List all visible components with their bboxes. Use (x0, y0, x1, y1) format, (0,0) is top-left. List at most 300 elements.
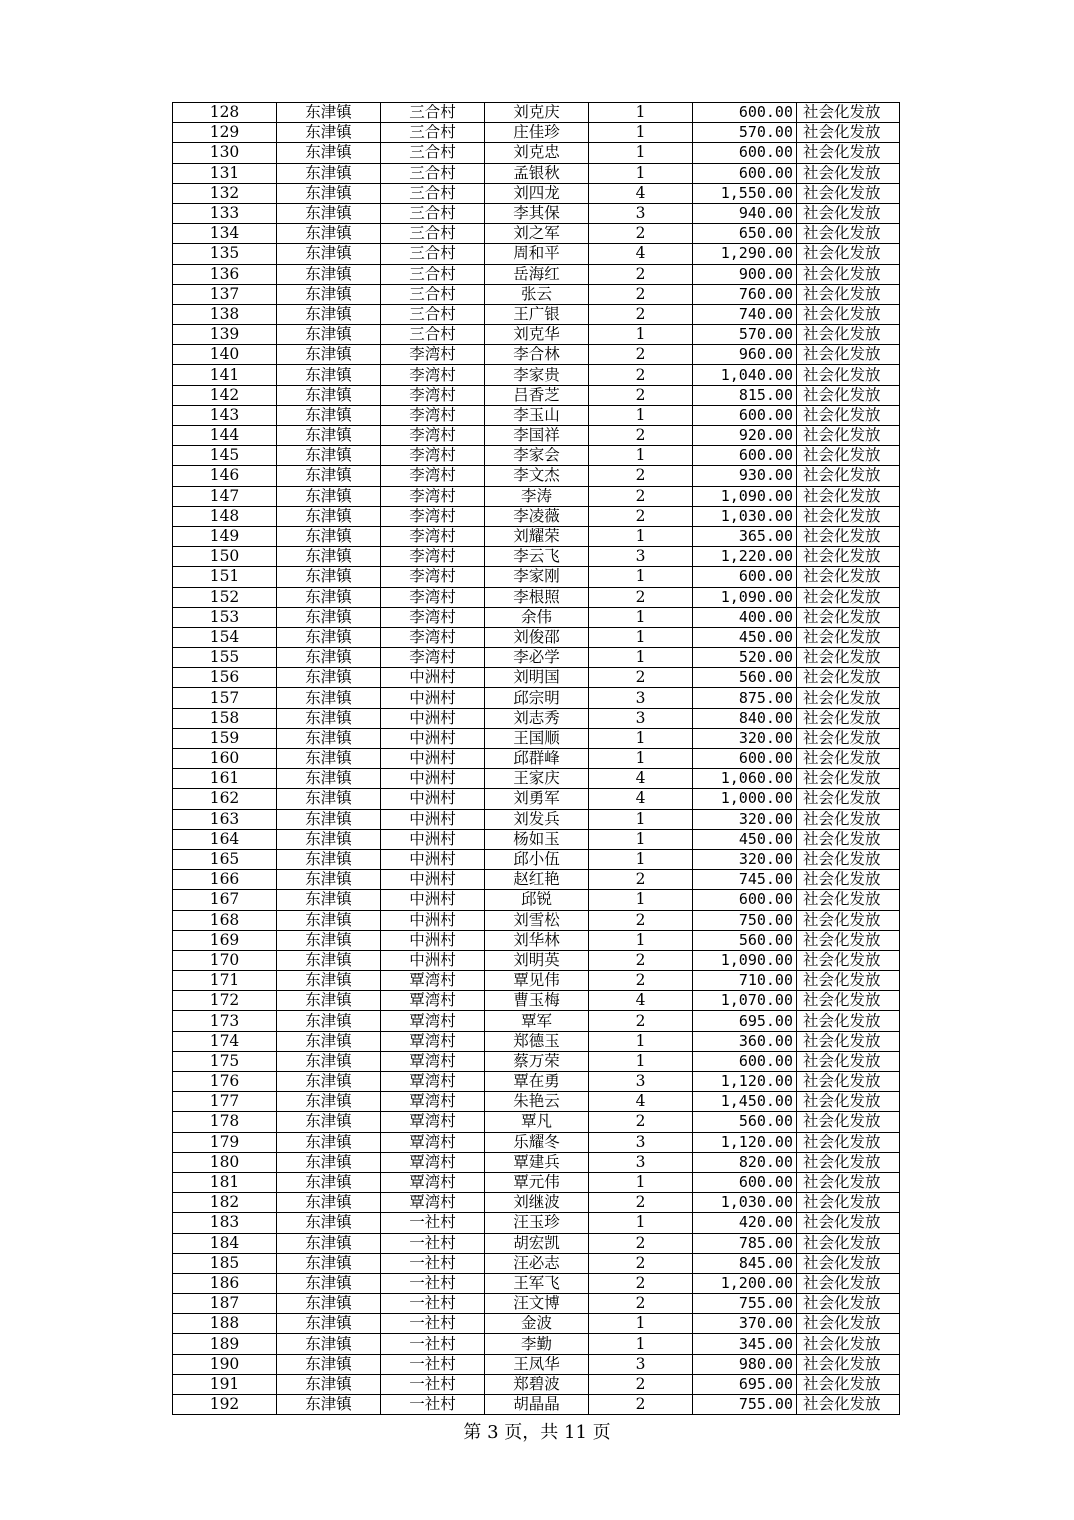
table-row (173, 708, 900, 728)
distribution-method-cell: 社会化发放 (797, 143, 900, 163)
person-name-cell: 李合林 (485, 345, 589, 365)
household-count-cell: 1 (589, 163, 693, 183)
township-cell: 东津镇 (277, 1072, 381, 1092)
township-cell: 东津镇 (277, 910, 381, 930)
table-row (173, 1253, 900, 1273)
amount-cell: 930.00 (693, 466, 797, 486)
person-name-cell: 李根照 (485, 587, 589, 607)
township-cell: 东津镇 (277, 526, 381, 546)
person-name-cell: 汪必志 (485, 1253, 589, 1273)
township-cell: 东津镇 (277, 426, 381, 446)
household-count-cell: 2 (589, 668, 693, 688)
township-cell: 东津镇 (277, 991, 381, 1011)
township-cell: 东津镇 (277, 446, 381, 466)
household-count-cell: 1 (589, 930, 693, 950)
table-row (173, 1031, 900, 1051)
household-count-cell: 2 (589, 1253, 693, 1273)
amount-cell: 900.00 (693, 264, 797, 284)
distribution-method-cell: 社会化发放 (797, 486, 900, 506)
row-number-cell: 153 (173, 607, 277, 627)
table-row (173, 426, 900, 446)
row-number-cell: 189 (173, 1334, 277, 1354)
row-number-cell: 152 (173, 587, 277, 607)
village-cell: 三合村 (381, 203, 485, 223)
person-name-cell: 汪玉珍 (485, 1213, 589, 1233)
distribution-method-cell: 社会化发放 (797, 769, 900, 789)
table-row (173, 103, 900, 123)
row-number-cell: 141 (173, 365, 277, 385)
distribution-method-cell: 社会化发放 (797, 345, 900, 365)
table-row (173, 991, 900, 1011)
village-cell: 中洲村 (381, 950, 485, 970)
township-cell: 东津镇 (277, 203, 381, 223)
person-name-cell: 李家刚 (485, 567, 589, 587)
table-row (173, 749, 900, 769)
person-name-cell: 刘明英 (485, 950, 589, 970)
row-number-cell: 162 (173, 789, 277, 809)
distribution-method-cell: 社会化发放 (797, 1092, 900, 1112)
village-cell: 中洲村 (381, 708, 485, 728)
household-count-cell: 1 (589, 1314, 693, 1334)
distribution-method-cell: 社会化发放 (797, 1172, 900, 1192)
household-count-cell: 2 (589, 587, 693, 607)
village-cell: 李湾村 (381, 627, 485, 647)
table-row (173, 971, 900, 991)
village-cell: 三合村 (381, 163, 485, 183)
household-count-cell: 4 (589, 789, 693, 809)
village-cell: 覃湾村 (381, 1072, 485, 1092)
village-cell: 一社村 (381, 1395, 485, 1415)
row-number-cell: 146 (173, 466, 277, 486)
row-number-cell: 169 (173, 930, 277, 950)
distribution-method-cell: 社会化发放 (797, 304, 900, 324)
row-number-cell: 154 (173, 627, 277, 647)
household-count-cell: 2 (589, 486, 693, 506)
row-number-cell: 190 (173, 1354, 277, 1374)
village-cell: 三合村 (381, 244, 485, 264)
amount-cell: 600.00 (693, 163, 797, 183)
row-number-cell: 188 (173, 1314, 277, 1334)
person-name-cell: 李云飞 (485, 547, 589, 567)
person-name-cell: 蔡万荣 (485, 1051, 589, 1071)
row-number-cell: 180 (173, 1152, 277, 1172)
distribution-method-cell: 社会化发放 (797, 950, 900, 970)
distribution-method-cell: 社会化发放 (797, 789, 900, 809)
amount-cell: 650.00 (693, 224, 797, 244)
amount-cell: 755.00 (693, 1294, 797, 1314)
village-cell: 三合村 (381, 264, 485, 284)
township-cell: 东津镇 (277, 486, 381, 506)
household-count-cell: 2 (589, 304, 693, 324)
household-count-cell: 1 (589, 143, 693, 163)
amount-cell: 1,060.00 (693, 769, 797, 789)
person-name-cell: 覃建兵 (485, 1152, 589, 1172)
distribution-method-cell: 社会化发放 (797, 1374, 900, 1394)
household-count-cell: 2 (589, 1233, 693, 1253)
table-row (173, 1294, 900, 1314)
amount-cell: 960.00 (693, 345, 797, 365)
table-row (173, 789, 900, 809)
amount-cell: 320.00 (693, 809, 797, 829)
household-count-cell: 2 (589, 1011, 693, 1031)
township-cell: 东津镇 (277, 345, 381, 365)
household-count-cell: 1 (589, 325, 693, 345)
amount-cell: 1,030.00 (693, 1193, 797, 1213)
row-number-cell: 165 (173, 849, 277, 869)
amount-cell: 1,550.00 (693, 183, 797, 203)
distribution-method-cell: 社会化发放 (797, 1354, 900, 1374)
distribution-method-cell: 社会化发放 (797, 284, 900, 304)
village-cell: 李湾村 (381, 587, 485, 607)
distribution-method-cell: 社会化发放 (797, 1031, 900, 1051)
township-cell: 东津镇 (277, 1213, 381, 1233)
table-row (173, 1011, 900, 1031)
table-row (173, 304, 900, 324)
village-cell: 中洲村 (381, 890, 485, 910)
amount-cell: 1,220.00 (693, 547, 797, 567)
village-cell: 李湾村 (381, 345, 485, 365)
distribution-method-cell: 社会化发放 (797, 1112, 900, 1132)
person-name-cell: 覃在勇 (485, 1072, 589, 1092)
row-number-cell: 182 (173, 1193, 277, 1213)
row-number-cell: 187 (173, 1294, 277, 1314)
row-number-cell: 158 (173, 708, 277, 728)
table-row (173, 930, 900, 950)
household-count-cell: 1 (589, 1213, 693, 1233)
amount-cell: 785.00 (693, 1233, 797, 1253)
table-row (173, 870, 900, 890)
person-name-cell: 李必学 (485, 648, 589, 668)
table-row (173, 264, 900, 284)
household-count-cell: 2 (589, 1193, 693, 1213)
township-cell: 东津镇 (277, 1011, 381, 1031)
village-cell: 三合村 (381, 123, 485, 143)
table-row (173, 1233, 900, 1253)
distribution-method-cell: 社会化发放 (797, 1233, 900, 1253)
distribution-method-cell: 社会化发放 (797, 1152, 900, 1172)
distribution-method-cell: 社会化发放 (797, 1193, 900, 1213)
distribution-method-cell: 社会化发放 (797, 688, 900, 708)
distribution-method-cell: 社会化发放 (797, 183, 900, 203)
row-number-cell: 170 (173, 950, 277, 970)
household-count-cell: 2 (589, 1395, 693, 1415)
village-cell: 一社村 (381, 1314, 485, 1334)
amount-cell: 600.00 (693, 890, 797, 910)
amount-cell: 320.00 (693, 728, 797, 748)
row-number-cell: 177 (173, 1092, 277, 1112)
household-count-cell: 1 (589, 526, 693, 546)
row-number-cell: 148 (173, 506, 277, 526)
page-footer (0, 1418, 1074, 1444)
amount-cell: 750.00 (693, 910, 797, 930)
row-number-cell: 128 (173, 103, 277, 123)
person-name-cell: 刘继波 (485, 1193, 589, 1213)
distribution-method-cell: 社会化发放 (797, 890, 900, 910)
row-number-cell: 175 (173, 1051, 277, 1071)
village-cell: 李湾村 (381, 466, 485, 486)
township-cell: 东津镇 (277, 224, 381, 244)
amount-cell: 450.00 (693, 829, 797, 849)
table-row (173, 1314, 900, 1334)
township-cell: 东津镇 (277, 183, 381, 203)
amount-cell: 560.00 (693, 668, 797, 688)
amount-cell: 1,090.00 (693, 950, 797, 970)
person-name-cell: 岳海红 (485, 264, 589, 284)
amount-cell: 320.00 (693, 849, 797, 869)
row-number-cell: 142 (173, 385, 277, 405)
household-count-cell: 2 (589, 365, 693, 385)
person-name-cell: 王家庆 (485, 769, 589, 789)
household-count-cell: 1 (589, 1334, 693, 1354)
amount-cell: 560.00 (693, 930, 797, 950)
distribution-method-cell: 社会化发放 (797, 1294, 900, 1314)
table-row (173, 365, 900, 385)
township-cell: 东津镇 (277, 385, 381, 405)
village-cell: 覃湾村 (381, 1193, 485, 1213)
person-name-cell: 李勤 (485, 1334, 589, 1354)
table-row (173, 587, 900, 607)
distribution-method-cell: 社会化发放 (797, 728, 900, 748)
amount-cell: 400.00 (693, 607, 797, 627)
household-count-cell: 1 (589, 607, 693, 627)
village-cell: 一社村 (381, 1354, 485, 1374)
village-cell: 覃湾村 (381, 971, 485, 991)
household-count-cell: 2 (589, 345, 693, 365)
person-name-cell: 邱锐 (485, 890, 589, 910)
village-cell: 一社村 (381, 1233, 485, 1253)
table-row (173, 1051, 900, 1071)
township-cell: 东津镇 (277, 1193, 381, 1213)
township-cell: 东津镇 (277, 930, 381, 950)
township-cell: 东津镇 (277, 971, 381, 991)
village-cell: 一社村 (381, 1213, 485, 1233)
row-number-cell: 129 (173, 123, 277, 143)
village-cell: 三合村 (381, 325, 485, 345)
table-row (173, 547, 900, 567)
household-count-cell: 3 (589, 1072, 693, 1092)
household-count-cell: 1 (589, 849, 693, 869)
amount-cell: 1,120.00 (693, 1132, 797, 1152)
household-count-cell: 1 (589, 1031, 693, 1051)
distribution-method-cell: 社会化发放 (797, 648, 900, 668)
table-row (173, 1132, 900, 1152)
distribution-method-cell: 社会化发放 (797, 264, 900, 284)
household-count-cell: 2 (589, 284, 693, 304)
row-number-cell: 192 (173, 1395, 277, 1415)
table-body (173, 103, 900, 1415)
village-cell: 一社村 (381, 1294, 485, 1314)
household-count-cell: 2 (589, 264, 693, 284)
household-count-cell: 2 (589, 224, 693, 244)
village-cell: 三合村 (381, 143, 485, 163)
amount-cell: 920.00 (693, 426, 797, 446)
township-cell: 东津镇 (277, 1172, 381, 1192)
person-name-cell: 覃元伟 (485, 1172, 589, 1192)
distribution-method-cell: 社会化发放 (797, 849, 900, 869)
household-count-cell: 3 (589, 688, 693, 708)
row-number-cell: 173 (173, 1011, 277, 1031)
person-name-cell: 邱小伍 (485, 849, 589, 869)
person-name-cell: 杨如玉 (485, 829, 589, 849)
township-cell: 东津镇 (277, 1112, 381, 1132)
person-name-cell: 刘俊邵 (485, 627, 589, 647)
table-row (173, 506, 900, 526)
township-cell: 东津镇 (277, 567, 381, 587)
table-row (173, 526, 900, 546)
person-name-cell: 周和平 (485, 244, 589, 264)
township-cell: 东津镇 (277, 1132, 381, 1152)
household-count-cell: 3 (589, 203, 693, 223)
household-count-cell: 1 (589, 890, 693, 910)
person-name-cell: 吕香芝 (485, 385, 589, 405)
distribution-method-cell: 社会化发放 (797, 1051, 900, 1071)
village-cell: 三合村 (381, 183, 485, 203)
person-name-cell: 孟银秋 (485, 163, 589, 183)
table-row (173, 1152, 900, 1172)
household-count-cell: 3 (589, 1132, 693, 1152)
village-cell: 李湾村 (381, 486, 485, 506)
household-count-cell: 3 (589, 547, 693, 567)
table-row (173, 203, 900, 223)
distribution-method-cell: 社会化发放 (797, 365, 900, 385)
amount-cell: 1,030.00 (693, 506, 797, 526)
table-row (173, 829, 900, 849)
township-cell: 东津镇 (277, 244, 381, 264)
person-name-cell: 李凌薇 (485, 506, 589, 526)
person-name-cell: 刘四龙 (485, 183, 589, 203)
household-count-cell: 1 (589, 446, 693, 466)
household-count-cell: 1 (589, 1172, 693, 1192)
township-cell: 东津镇 (277, 870, 381, 890)
distribution-method-cell: 社会化发放 (797, 607, 900, 627)
township-cell: 东津镇 (277, 506, 381, 526)
township-cell: 东津镇 (277, 143, 381, 163)
person-name-cell: 刘明国 (485, 668, 589, 688)
household-count-cell: 2 (589, 466, 693, 486)
village-cell: 中洲村 (381, 829, 485, 849)
township-cell: 东津镇 (277, 849, 381, 869)
household-count-cell: 2 (589, 506, 693, 526)
person-name-cell: 刘克华 (485, 325, 589, 345)
person-name-cell: 胡宏凯 (485, 1233, 589, 1253)
distribution-method-cell: 社会化发放 (797, 1213, 900, 1233)
row-number-cell: 138 (173, 304, 277, 324)
person-name-cell: 王军飞 (485, 1273, 589, 1293)
township-cell: 东津镇 (277, 405, 381, 425)
person-name-cell: 金波 (485, 1314, 589, 1334)
table-row (173, 1354, 900, 1374)
village-cell: 中洲村 (381, 668, 485, 688)
village-cell: 中洲村 (381, 849, 485, 869)
village-cell: 覃湾村 (381, 1092, 485, 1112)
row-number-cell: 145 (173, 446, 277, 466)
village-cell: 中洲村 (381, 728, 485, 748)
row-number-cell: 164 (173, 829, 277, 849)
amount-cell: 695.00 (693, 1011, 797, 1031)
village-cell: 中洲村 (381, 749, 485, 769)
village-cell: 李湾村 (381, 607, 485, 627)
amount-cell: 1,120.00 (693, 1072, 797, 1092)
distribution-method-cell: 社会化发放 (797, 325, 900, 345)
household-count-cell: 4 (589, 244, 693, 264)
amount-cell: 1,200.00 (693, 1273, 797, 1293)
person-name-cell: 王凤华 (485, 1354, 589, 1374)
township-cell: 东津镇 (277, 304, 381, 324)
row-number-cell: 140 (173, 345, 277, 365)
household-count-cell: 4 (589, 991, 693, 1011)
row-number-cell: 178 (173, 1112, 277, 1132)
row-number-cell: 131 (173, 163, 277, 183)
household-count-cell: 3 (589, 708, 693, 728)
township-cell: 东津镇 (277, 547, 381, 567)
household-count-cell: 1 (589, 103, 693, 123)
table-row (173, 1072, 900, 1092)
person-name-cell: 刘克忠 (485, 143, 589, 163)
person-name-cell: 邱群峰 (485, 749, 589, 769)
village-cell: 李湾村 (381, 385, 485, 405)
distribution-method-cell: 社会化发放 (797, 123, 900, 143)
amount-cell: 820.00 (693, 1152, 797, 1172)
village-cell: 中洲村 (381, 688, 485, 708)
household-count-cell: 2 (589, 910, 693, 930)
row-number-cell: 174 (173, 1031, 277, 1051)
township-cell: 东津镇 (277, 466, 381, 486)
distribution-method-cell: 社会化发放 (797, 587, 900, 607)
person-name-cell: 刘雪松 (485, 910, 589, 930)
row-number-cell: 186 (173, 1273, 277, 1293)
township-cell: 东津镇 (277, 1314, 381, 1334)
village-cell: 李湾村 (381, 526, 485, 546)
amount-cell: 560.00 (693, 1112, 797, 1132)
row-number-cell: 134 (173, 224, 277, 244)
table-row (173, 1273, 900, 1293)
village-cell: 三合村 (381, 284, 485, 304)
distribution-method-cell: 社会化发放 (797, 547, 900, 567)
village-cell: 一社村 (381, 1253, 485, 1273)
amount-cell: 600.00 (693, 1172, 797, 1192)
table-row (173, 607, 900, 627)
person-name-cell: 郑碧波 (485, 1374, 589, 1394)
row-number-cell: 130 (173, 143, 277, 163)
distribution-method-cell: 社会化发放 (797, 708, 900, 728)
household-count-cell: 1 (589, 405, 693, 425)
person-name-cell: 邱宗明 (485, 688, 589, 708)
person-name-cell: 刘华林 (485, 930, 589, 950)
row-number-cell: 183 (173, 1213, 277, 1233)
amount-cell: 1,290.00 (693, 244, 797, 264)
person-name-cell: 朱艳云 (485, 1092, 589, 1112)
household-count-cell: 1 (589, 567, 693, 587)
village-cell: 覃湾村 (381, 1031, 485, 1051)
amount-cell: 745.00 (693, 870, 797, 890)
person-name-cell: 李国祥 (485, 426, 589, 446)
village-cell: 中洲村 (381, 769, 485, 789)
row-number-cell: 171 (173, 971, 277, 991)
person-name-cell: 胡晶晶 (485, 1395, 589, 1415)
township-cell: 东津镇 (277, 1253, 381, 1273)
township-cell: 东津镇 (277, 607, 381, 627)
table-row (173, 769, 900, 789)
amount-cell: 1,000.00 (693, 789, 797, 809)
township-cell: 东津镇 (277, 1294, 381, 1314)
distribution-method-cell: 社会化发放 (797, 203, 900, 223)
amount-cell: 600.00 (693, 567, 797, 587)
distribution-method-cell: 社会化发放 (797, 627, 900, 647)
amount-cell: 1,450.00 (693, 1092, 797, 1112)
household-count-cell: 2 (589, 870, 693, 890)
township-cell: 东津镇 (277, 1334, 381, 1354)
amount-cell: 520.00 (693, 648, 797, 668)
